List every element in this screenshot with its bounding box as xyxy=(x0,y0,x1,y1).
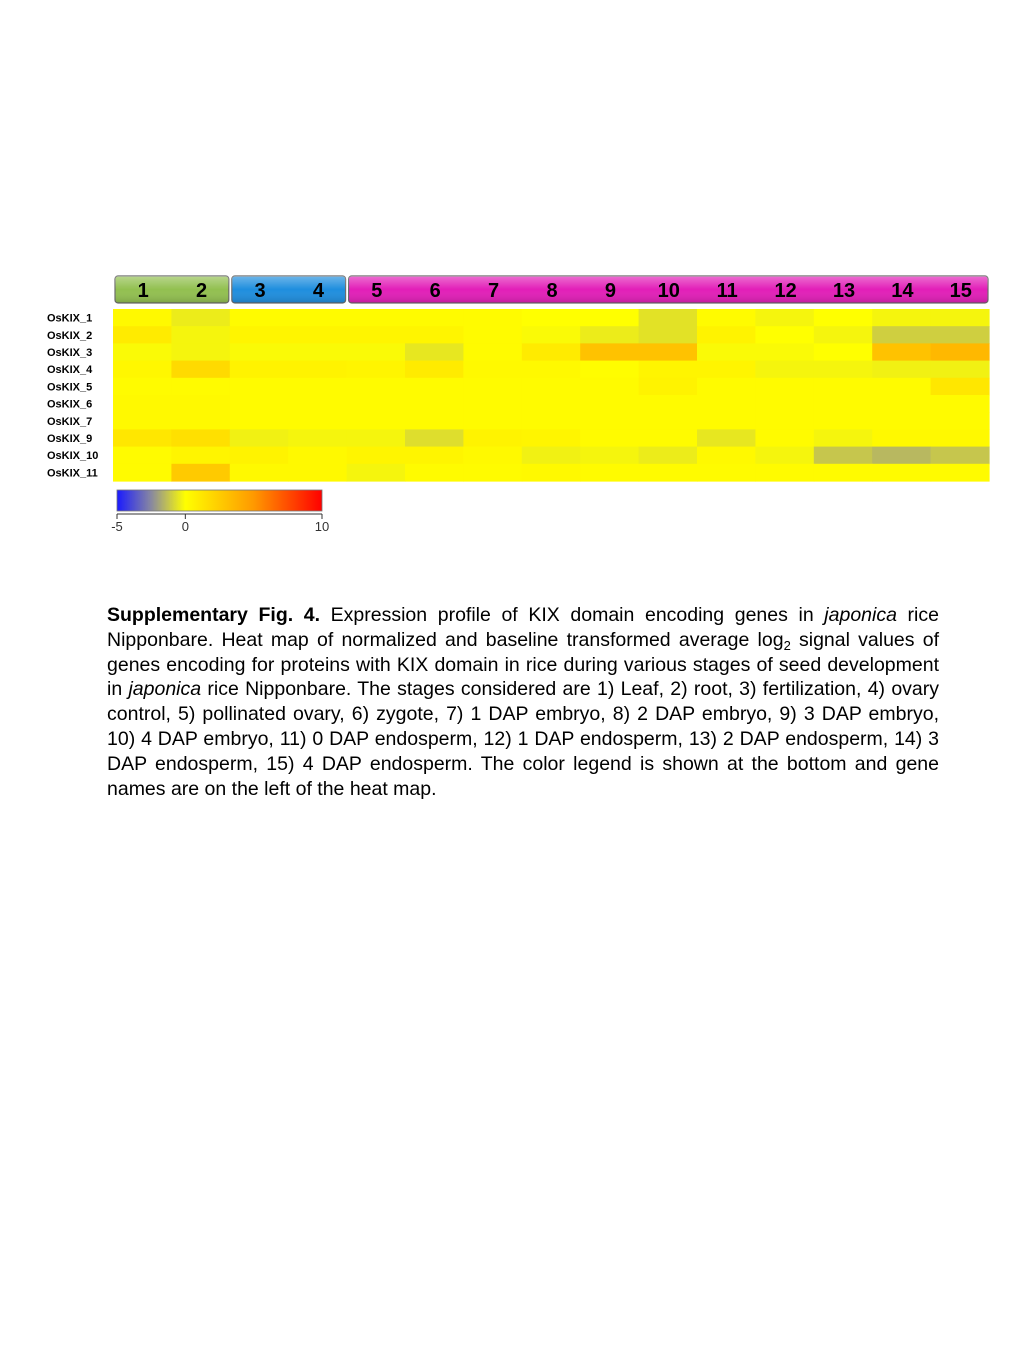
heatmap-cell-OsKIX_7-7 xyxy=(463,412,522,430)
heatmap-cell-OsKIX_6-10 xyxy=(639,395,698,413)
row-label-OsKIX_1: OsKIX_1 xyxy=(47,312,93,325)
heatmap-cell-OsKIX_2-11 xyxy=(697,326,756,344)
heatmap-cell-OsKIX_2-7 xyxy=(463,326,522,344)
heatmap-cell-OsKIX_11-14 xyxy=(872,464,931,482)
heatmap-cell-OsKIX_1-1 xyxy=(113,309,172,327)
column-label-11: 11 xyxy=(716,280,738,302)
heatmap-cell-OsKIX_5-12 xyxy=(755,378,814,396)
heatmap-cell-OsKIX_4-10 xyxy=(639,361,698,379)
colorbar-tick-label-10: 10 xyxy=(314,519,330,534)
heatmap-cell-OsKIX_1-8 xyxy=(522,309,581,327)
heatmap-cell-OsKIX_11-5 xyxy=(347,464,406,482)
heatmap-cell-OsKIX_1-15 xyxy=(931,309,990,327)
row-label-OsKIX_10: OsKIX_10 xyxy=(47,450,99,463)
heatmap-cell-OsKIX_10-15 xyxy=(931,447,990,465)
heatmap-cell-OsKIX_11-10 xyxy=(639,464,698,482)
heatmap-cell-OsKIX_11-3 xyxy=(230,464,289,482)
heatmap-cell-OsKIX_1-3 xyxy=(230,309,289,327)
heatmap-cell-OsKIX_10-13 xyxy=(814,447,873,465)
heatmap-cell-OsKIX_2-15 xyxy=(931,326,990,344)
heatmap-cell-OsKIX_11-2 xyxy=(171,464,230,482)
heatmap-cell-OsKIX_1-2 xyxy=(171,309,230,327)
heatmap-cell-OsKIX_11-1 xyxy=(113,464,172,482)
heatmap-cell-OsKIX_7-13 xyxy=(814,412,873,430)
heatmap-cell-OsKIX_7-11 xyxy=(697,412,756,430)
heatmap-cell-OsKIX_4-15 xyxy=(931,361,990,379)
heatmap-cell-OsKIX_2-14 xyxy=(872,326,931,344)
heatmap-cell-OsKIX_3-6 xyxy=(405,343,464,361)
heatmap-cell-OsKIX_9-13 xyxy=(814,429,873,447)
heatmap-cell-OsKIX_10-7 xyxy=(463,447,522,465)
heatmap-cell-OsKIX_3-12 xyxy=(755,343,814,361)
heatmap-cell-OsKIX_11-8 xyxy=(522,464,581,482)
caption-text-1: Expression profile of KIX domain encoding genes in xyxy=(320,604,825,626)
column-label-15: 15 xyxy=(949,280,972,302)
row-label-OsKIX_4: OsKIX_4 xyxy=(47,364,93,377)
heatmap-cell-OsKIX_10-5 xyxy=(347,447,406,465)
heatmap-cell-OsKIX_2-12 xyxy=(755,326,814,344)
heatmap-cell-OsKIX_9-8 xyxy=(522,429,581,447)
row-label-OsKIX_2: OsKIX_2 xyxy=(47,329,93,342)
heatmap-cell-OsKIX_3-14 xyxy=(872,343,931,361)
column-label-9: 9 xyxy=(604,280,616,302)
heatmap-cell-OsKIX_9-9 xyxy=(580,429,639,447)
heatmap-cell-OsKIX_4-6 xyxy=(405,361,464,379)
heatmap-cell-OsKIX_3-7 xyxy=(463,343,522,361)
heatmap-cell-OsKIX_5-11 xyxy=(697,378,756,396)
heatmap-cell-OsKIX_5-9 xyxy=(580,378,639,396)
heatmap-cell-OsKIX_7-2 xyxy=(171,412,230,430)
heatmap-cell-OsKIX_6-5 xyxy=(347,395,406,413)
heatmap-cell-OsKIX_5-7 xyxy=(463,378,522,396)
heatmap-cell-OsKIX_11-4 xyxy=(288,464,347,482)
caption-text-3: signal values of genes encoding for proteins with KIX domain in rice during various stages of seed development in xyxy=(107,628,939,701)
heatmap-cell-OsKIX_2-4 xyxy=(288,326,347,344)
caption-text-2: rice Nipponbare. Heat map of normalized and baseline transformed average log xyxy=(107,604,939,651)
heatmap-cell-OsKIX_6-2 xyxy=(171,395,230,413)
heatmap-cell-OsKIX_6-13 xyxy=(814,395,873,413)
column-label-6: 6 xyxy=(429,280,441,302)
heatmap-cell-OsKIX_5-8 xyxy=(522,378,581,396)
heatmap-cell-OsKIX_6-4 xyxy=(288,395,347,413)
row-label-OsKIX_7: OsKIX_7 xyxy=(47,415,93,428)
heatmap-cell-OsKIX_10-9 xyxy=(580,447,639,465)
heatmap-cell-OsKIX_1-6 xyxy=(405,309,464,327)
heatmap-cell-OsKIX_5-2 xyxy=(171,378,230,396)
heatmap-cell-OsKIX_6-11 xyxy=(697,395,756,413)
heatmap-cell-OsKIX_1-9 xyxy=(580,309,639,327)
column-label-12: 12 xyxy=(774,280,797,302)
heatmap-cell-OsKIX_1-5 xyxy=(347,309,406,327)
heatmap-cell-OsKIX_5-10 xyxy=(639,378,698,396)
heatmap-cell-OsKIX_5-6 xyxy=(405,378,464,396)
heatmap-cell-OsKIX_5-15 xyxy=(931,378,990,396)
column-label-7: 7 xyxy=(488,280,500,302)
heatmap-cell-OsKIX_6-8 xyxy=(522,395,581,413)
heatmap-cell-OsKIX_11-9 xyxy=(580,464,639,482)
heatmap-cell-OsKIX_6-6 xyxy=(405,395,464,413)
heatmap-cell-OsKIX_4-7 xyxy=(463,361,522,379)
heatmap-cell-OsKIX_9-6 xyxy=(405,429,464,447)
heatmap-cell-OsKIX_11-12 xyxy=(755,464,814,482)
heatmap-cell-OsKIX_10-1 xyxy=(113,447,172,465)
heatmap-cell-OsKIX_7-15 xyxy=(931,412,990,430)
heatmap-cell-OsKIX_1-13 xyxy=(814,309,873,327)
heatmap-cell-OsKIX_9-10 xyxy=(639,429,698,447)
heatmap-cell-OsKIX_11-15 xyxy=(931,464,990,482)
heatmap-cell-OsKIX_5-3 xyxy=(230,378,289,396)
heatmap-cell-OsKIX_11-7 xyxy=(463,464,522,482)
heatmap-cell-OsKIX_1-10 xyxy=(639,309,698,327)
caption-label: Supplementary Fig. 4. xyxy=(107,604,321,626)
heatmap-cell-OsKIX_3-13 xyxy=(814,343,873,361)
heatmap-cell-OsKIX_1-11 xyxy=(697,309,756,327)
heatmap-cell-OsKIX_4-14 xyxy=(872,361,931,379)
column-label-10: 10 xyxy=(657,280,680,302)
heatmap-cell-OsKIX_2-10 xyxy=(639,326,698,344)
heatmap-cell-OsKIX_10-3 xyxy=(230,447,289,465)
heatmap-cell-OsKIX_2-3 xyxy=(230,326,289,344)
heatmap-cell-OsKIX_10-12 xyxy=(755,447,814,465)
heatmap-cell-OsKIX_1-12 xyxy=(755,309,814,327)
column-label-4: 4 xyxy=(312,280,324,302)
heatmap-cell-OsKIX_5-1 xyxy=(113,378,172,396)
heatmap-cell-OsKIX_4-5 xyxy=(347,361,406,379)
heatmap-cell-OsKIX_6-7 xyxy=(463,395,522,413)
heatmap-cell-OsKIX_10-2 xyxy=(171,447,230,465)
colorbar-tick-label-0: 0 xyxy=(181,519,189,534)
column-label-2: 2 xyxy=(196,280,208,302)
row-label-OsKIX_6: OsKIX_6 xyxy=(47,398,93,411)
heatmap-cell-OsKIX_1-14 xyxy=(872,309,931,327)
row-label-OsKIX_9: OsKIX_9 xyxy=(47,433,93,445)
column-label-3: 3 xyxy=(254,280,266,302)
heatmap-cell-OsKIX_9-5 xyxy=(347,429,406,447)
heatmap-cell-OsKIX_9-15 xyxy=(931,429,990,447)
heatmap-cell-OsKIX_11-11 xyxy=(697,464,756,482)
heatmap-cell-OsKIX_3-2 xyxy=(171,343,230,361)
row-label-OsKIX_5: OsKIX_5 xyxy=(47,381,93,394)
caption-italic-japonica-1: japonica xyxy=(824,604,897,626)
heatmap-cell-OsKIX_2-13 xyxy=(814,326,873,344)
heatmap-cell-OsKIX_4-11 xyxy=(697,361,756,379)
heatmap-cell-OsKIX_2-9 xyxy=(580,326,639,344)
heatmap-cell-OsKIX_9-1 xyxy=(113,429,172,447)
colorbar xyxy=(117,490,322,511)
heatmap-cell-OsKIX_4-3 xyxy=(230,361,289,379)
heatmap-cell-OsKIX_9-12 xyxy=(755,429,814,447)
heatmap-cell-OsKIX_10-6 xyxy=(405,447,464,465)
heatmap-cell-OsKIX_3-11 xyxy=(697,343,756,361)
heatmap-cell-OsKIX_10-8 xyxy=(522,447,581,465)
heatmap-cell-OsKIX_6-15 xyxy=(931,395,990,413)
heatmap-cell-OsKIX_10-4 xyxy=(288,447,347,465)
heatmap-cell-OsKIX_1-7 xyxy=(463,309,522,327)
heatmap-cell-OsKIX_7-5 xyxy=(347,412,406,430)
heatmap-cell-OsKIX_2-6 xyxy=(405,326,464,344)
heatmap-cell-OsKIX_5-4 xyxy=(288,378,347,396)
heatmap-cell-OsKIX_5-14 xyxy=(872,378,931,396)
column-label-1: 1 xyxy=(137,280,149,302)
heatmap-cell-OsKIX_7-3 xyxy=(230,412,289,430)
heatmap-cell-OsKIX_3-4 xyxy=(288,343,347,361)
heatmap-cell-OsKIX_7-14 xyxy=(872,412,931,430)
heatmap-cell-OsKIX_5-5 xyxy=(347,378,406,396)
heatmap-cell-OsKIX_3-3 xyxy=(230,343,289,361)
heatmap-cell-OsKIX_9-7 xyxy=(463,429,522,447)
heatmap-cell-OsKIX_5-13 xyxy=(814,378,873,396)
heatmap-cell-OsKIX_10-10 xyxy=(639,447,698,465)
heatmap-cell-OsKIX_2-5 xyxy=(347,326,406,344)
heatmap-cell-OsKIX_2-8 xyxy=(522,326,581,344)
heatmap-cell-OsKIX_9-11 xyxy=(697,429,756,447)
row-label-OsKIX_11: OsKIX_11 xyxy=(47,467,98,480)
heatmap-cell-OsKIX_7-1 xyxy=(113,412,172,430)
heatmap-cell-OsKIX_2-2 xyxy=(171,326,230,344)
caption-italic-japonica-2: japonica xyxy=(128,678,202,701)
heatmap-cell-OsKIX_3-1 xyxy=(113,343,172,361)
heatmap-cell-OsKIX_3-5 xyxy=(347,343,406,361)
heatmap-cell-OsKIX_6-14 xyxy=(872,395,931,413)
heatmap-cell-OsKIX_9-2 xyxy=(171,429,230,447)
heatmap-cell-OsKIX_3-9 xyxy=(580,343,639,361)
heatmap-cell-OsKIX_11-6 xyxy=(405,464,464,482)
heatmap-chart xyxy=(0,0,1024,560)
heatmap-cell-OsKIX_4-1 xyxy=(113,361,172,379)
column-label-13: 13 xyxy=(832,280,856,302)
caption-text-4: rice Nipponbare. The stages considered are 1) Leaf, 2) root, 3) fertilization, 4) ovary control, 5) pollinated ovary, 6) zygote, 7) 1 DAP embryo, 8) 2 DAP embryo, 9) 3 DAP embryo, 10) 4 DAP embryo, 11) 0 DAP endosperm, 12) 1 DAP endosperm, 13) 2 DAP endosperm, 14) 3 DAP endosperm, 15) 4 DAP endosperm. The color legend is shown at the bottom and gene names are on the left of the heat map. xyxy=(107,678,939,800)
heatmap-cell-OsKIX_9-14 xyxy=(872,429,931,447)
caption-subscript: 2 xyxy=(783,637,791,653)
colorbar-tick-label--5: -5 xyxy=(111,519,123,534)
heatmap-cell-OsKIX_3-8 xyxy=(522,343,581,361)
heatmap-cell-OsKIX_7-12 xyxy=(755,412,814,430)
column-label-14: 14 xyxy=(891,280,914,302)
heatmap-cell-OsKIX_7-10 xyxy=(639,412,698,430)
heatmap-cell-OsKIX_9-3 xyxy=(230,429,289,447)
heatmap-cell-OsKIX_10-11 xyxy=(697,447,756,465)
figure-caption xyxy=(107,603,939,801)
column-group-shade-2 xyxy=(232,276,346,303)
heatmap-cell-OsKIX_4-4 xyxy=(288,361,347,379)
heatmap-cell-OsKIX_6-3 xyxy=(230,395,289,413)
heatmap-cell-OsKIX_4-13 xyxy=(814,361,873,379)
column-label-8: 8 xyxy=(546,280,558,302)
heatmap-cell-OsKIX_9-4 xyxy=(288,429,347,447)
heatmap-cell-OsKIX_7-9 xyxy=(580,412,639,430)
heatmap-cell-OsKIX_11-13 xyxy=(814,464,873,482)
heatmap-cell-OsKIX_6-12 xyxy=(755,395,814,413)
heatmap-cell-OsKIX_7-8 xyxy=(522,412,581,430)
heatmap-figure xyxy=(0,0,1024,560)
heatmap-cell-OsKIX_7-4 xyxy=(288,412,347,430)
heatmap-cell-OsKIX_3-15 xyxy=(931,343,990,361)
heatmap-cell-OsKIX_4-9 xyxy=(580,361,639,379)
row-label-OsKIX_3: OsKIX_3 xyxy=(47,347,93,359)
heatmap-cell-OsKIX_4-2 xyxy=(171,361,230,379)
heatmap-cell-OsKIX_4-12 xyxy=(755,361,814,379)
heatmap-cell-OsKIX_6-9 xyxy=(580,395,639,413)
heatmap-cell-OsKIX_3-10 xyxy=(639,343,698,361)
heatmap-cell-OsKIX_7-6 xyxy=(405,412,464,430)
heatmap-cell-OsKIX_10-14 xyxy=(872,447,931,465)
column-label-5: 5 xyxy=(371,280,383,302)
heatmap-cell-OsKIX_2-1 xyxy=(113,326,172,344)
heatmap-cell-OsKIX_1-4 xyxy=(288,309,347,327)
heatmap-cell-OsKIX_6-1 xyxy=(113,395,172,413)
column-group-shade-1 xyxy=(115,276,229,303)
heatmap-cell-OsKIX_4-8 xyxy=(522,361,581,379)
